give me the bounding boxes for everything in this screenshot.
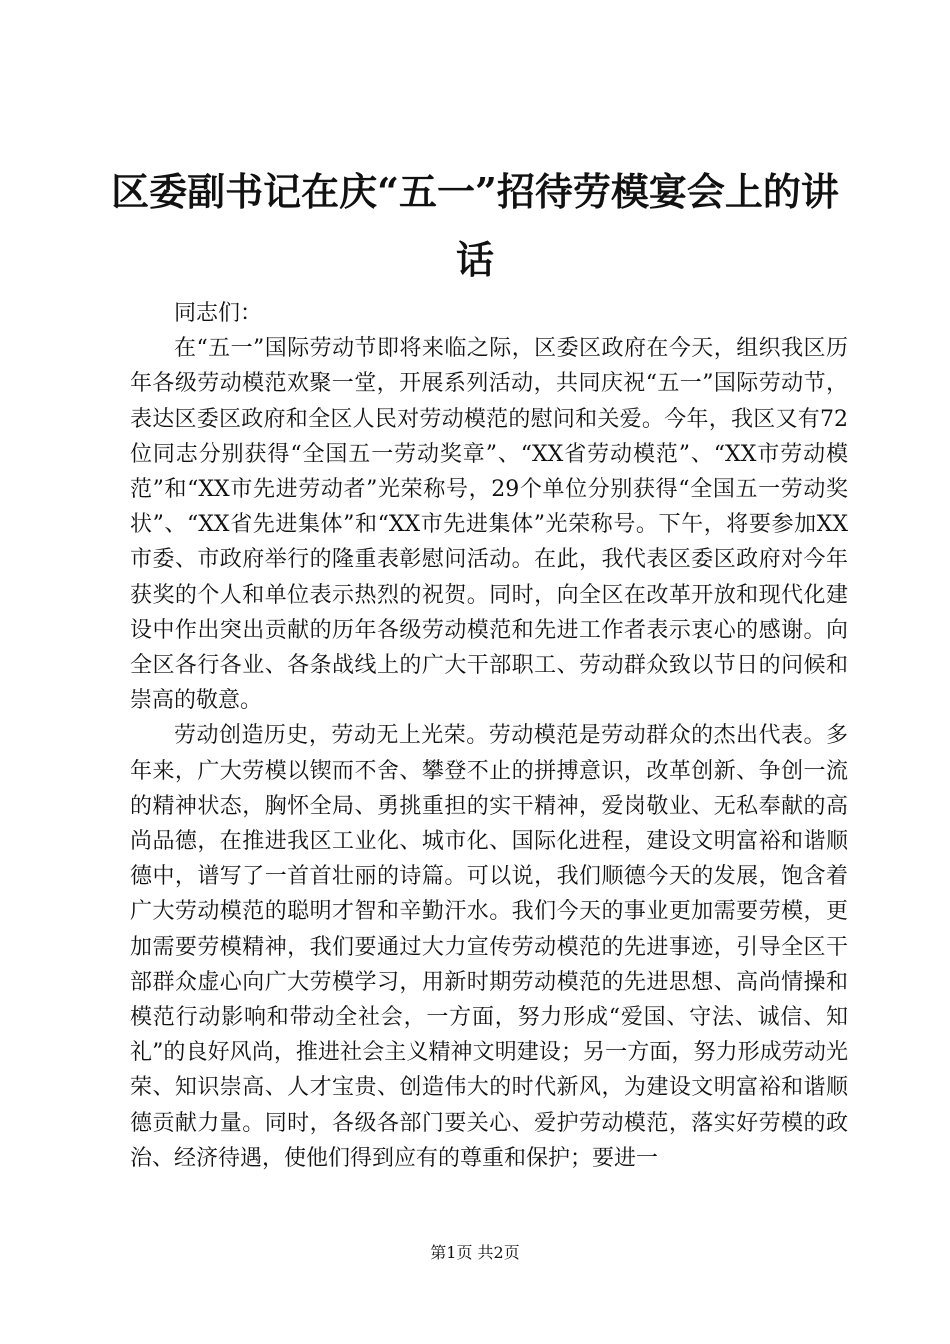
salutation: 同志们： xyxy=(174,301,263,326)
paragraph-1: 在“五一”国际劳动节即将来临之际，区委区政府在今天，组织我区历年各级劳动模范欢聚一堂，开展系列活动，共同庆祝“五一”国际劳动节，表达区委区政府和全区人民对劳动模范的慰问和关爱。今年，我区又有72位同志分别获得“全国五一劳动奖章”、“XX省劳动模范”、“XX市劳动模范”和“XX市先进劳动者”光荣称号，29个单位分别获得“全国五一劳动奖状”、“XX省先进集体”和“XX市先进集体”光荣称号。下午，将要参加XX市委、市政府举行的隆重表彰慰问活动。在此，我代表区委区政府对今年获奖的个人和单位表示热烈的祝贺。同时，向全区在改革开放和现代化建设中作出突出贡献的历年各级劳动模范和先进工作者表示衷心的感谢。向全区各行各业、各条战线上的广大干部职工、劳动群众致以节日的问候和崇高的敬意。 xyxy=(130,336,848,714)
page-number-footer: 第1页 共2页 xyxy=(430,1243,520,1262)
paragraph-2: 劳动创造历史，劳动无上光荣。劳动模范是劳动群众的杰出代表。多年来，广大劳模以锲而不舍、攀登不止的拼搏意识，改革创新、争创一流的精神状态，胸怀全局、勇挑重担的实干精神，爱岗敬业、无私奉献的高尚品德，在推进我区工业化、城市化、国际化进程，建设文明富裕和谐顺德中，谱写了一首首壮丽的诗篇。可以说，我们顺德今天的发展，饱含着广大劳动模范的聪明才智和辛勤汗水。我们今天的事业更加需要劳模，更加需要劳模精神，我们要通过大力宣传劳动模范的先进事迹，引导全区干部群众虚心向广大劳模学习，用新时期劳动模范的先进思想、高尚情操和模范行动影响和带动全社会，一方面，努力形成“爱国、守法、诚信、知礼”的良好风尚，推进社会主义精神文明建设；另一方面，努力形成劳动光荣、知识崇高、人才宝贵、创造伟大的时代新风，为建设文明富裕和谐顺德贡献力量。同时，各级各部门要关心、爱护劳动模范，落实好劳模的政治、经济待遇，使他们得到应有的尊重和保护；要进一 xyxy=(130,723,848,1171)
document-title: 区委副书记在庆“五一”招待劳模宴会上的讲话 xyxy=(111,169,839,282)
document-body xyxy=(130,296,848,1176)
